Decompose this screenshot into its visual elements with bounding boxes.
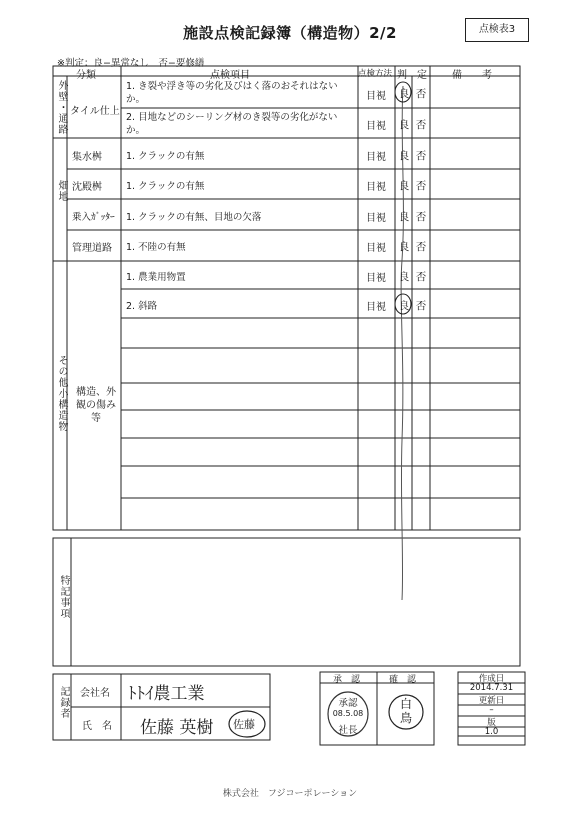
row-sub: タイル仕上 [70, 106, 120, 117]
personal-seal: 佐藤 [233, 718, 255, 731]
header-remarks: 備 考 [452, 70, 492, 81]
row-ng: 否 [415, 119, 427, 131]
form-number-box: 点検表3 [465, 18, 529, 42]
judgement-legend: ※判定：良−異常なし 否−要修繕 [57, 58, 205, 69]
updated-value: – [489, 705, 494, 715]
row-method: 目視 [366, 182, 386, 193]
row-ok: 良 [398, 300, 410, 312]
row-item: 1. クラックの有無、目地の欠落 [126, 212, 262, 223]
edition-label: 版 [487, 718, 496, 728]
row-method: 目視 [366, 273, 386, 284]
section-exterior: 外壁・通路 [56, 80, 67, 135]
approve-label: 承 認 [333, 675, 361, 685]
header-category: 分類 [76, 70, 96, 81]
row-sub: 構造、外観の傷み等 [76, 387, 116, 424]
updated-label: 更新日 [478, 696, 505, 706]
header-judgement: 判 定 [397, 70, 427, 81]
row-ok: 良 [398, 150, 410, 162]
section-other: その他小構造物 [56, 355, 67, 432]
row-ok: 良 [398, 211, 410, 223]
name-label: 氏 名 [82, 721, 112, 732]
row-item: 2. 目地などのシーリング材のき裂等の劣化がないか。 [126, 112, 338, 136]
row-item: 1. き裂や浮き等の劣化及びはく落のおそれはないか。 [126, 81, 338, 105]
row-ng: 否 [415, 211, 427, 223]
row-method: 目視 [366, 213, 386, 224]
row-ng: 否 [415, 241, 427, 253]
row-sub: 沈殿桝 [72, 182, 102, 193]
row-ok: 良 [398, 271, 410, 283]
row-item: 2. 斜路 [126, 301, 158, 312]
row-ng: 否 [415, 88, 427, 100]
header-item: 点検項目 [210, 70, 250, 81]
row-ok: 良 [398, 241, 410, 253]
section-notes: 特記事項 [58, 575, 69, 619]
row-ok: 良 [398, 180, 410, 192]
row-method: 目視 [366, 121, 386, 132]
footer-company: 株式会社 フジコーポレーション [222, 789, 358, 799]
row-ng: 否 [415, 300, 427, 312]
edition-value: 1.0 [484, 727, 499, 737]
company-label: 会社名 [80, 688, 110, 699]
confirm-stamp: 白鳥 [399, 697, 412, 725]
approve-stamp-top: 承認 [338, 698, 358, 709]
created-value: 2014.7.31 [469, 683, 514, 693]
row-ng: 否 [415, 271, 427, 283]
row-sub: 管理道路 [72, 243, 112, 254]
approve-stamp-bottom: 社長 [338, 725, 358, 736]
row-method: 目視 [366, 152, 386, 163]
row-item: 1. 不陸の有無 [126, 242, 186, 253]
row-ng: 否 [415, 150, 427, 162]
section-field: 畑地 [56, 180, 67, 202]
row-ok: 良 [398, 119, 410, 131]
row-method: 目視 [366, 91, 386, 102]
row-sub: 乗入ｶﾞｯﾀｰ [72, 212, 115, 223]
created-label: 作成日 [478, 674, 505, 684]
approve-stamp-date: 08.5.08 [332, 709, 364, 718]
row-ok: 良 [398, 88, 410, 100]
page-title: 施設点検記録簿（構造物）2/2 [183, 24, 397, 42]
name-value: 佐藤 英樹 [140, 718, 214, 738]
row-item: 1. クラックの有無 [126, 151, 205, 162]
row-sub: 集水桝 [72, 152, 102, 163]
row-method: 目視 [366, 243, 386, 254]
company-value: ﾄﾄｲ農工業 [128, 684, 205, 704]
confirm-label: 確 認 [389, 675, 417, 685]
row-method: 目視 [366, 302, 386, 313]
header-method: 点検方法 [358, 69, 393, 79]
row-item: 1. クラックの有無 [126, 181, 205, 192]
section-recorder: 記録者 [58, 686, 69, 719]
row-item: 1. 農業用物置 [126, 272, 186, 283]
row-ng: 否 [415, 180, 427, 192]
